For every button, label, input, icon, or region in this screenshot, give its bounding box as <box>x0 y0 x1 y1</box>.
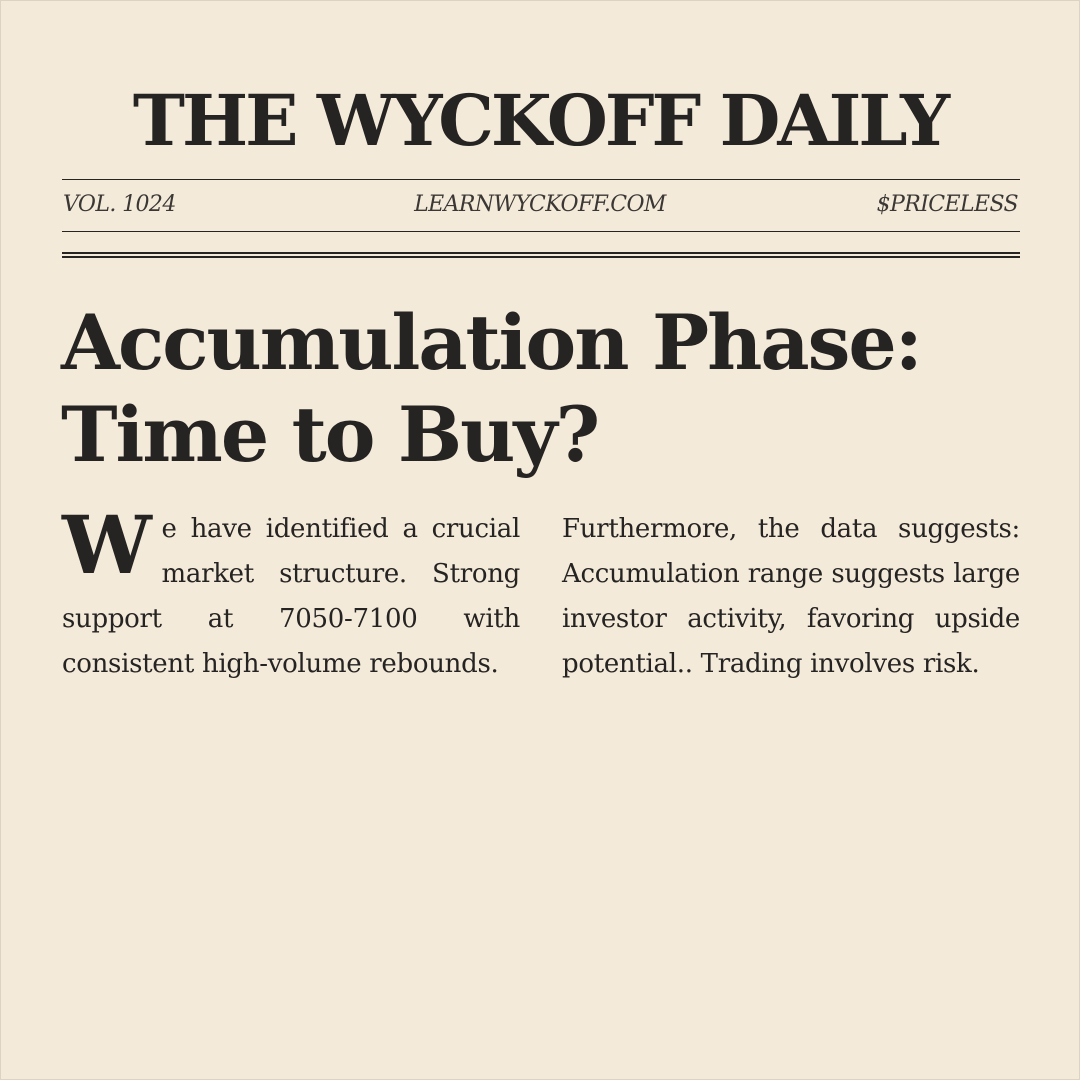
double-rule-lower <box>62 256 1020 258</box>
headline-line-2: Time to Buy? <box>61 390 599 479</box>
masthead-title: THE WYCKOFF DAILY <box>132 79 948 162</box>
price-label: $PRICELESS <box>876 192 1018 217</box>
double-rule-upper <box>62 252 1020 254</box>
site-label: LEARNWYCKOFF.COM <box>414 192 666 217</box>
right-column-text: Furthermore, the data suggests: Accumulation range suggests large investor activity, favoring upside potential.. Trading involves risk. <box>562 514 1020 679</box>
volume-label: VOL. 1024 <box>63 192 176 217</box>
masthead-bottom-rule <box>62 231 1020 232</box>
masthead-top-rule <box>62 179 1020 180</box>
left-column-text: e have identified a crucial market structure. Strong support at 7050-7100 with consistent high-volume rebounds. <box>62 514 520 679</box>
article-column-right <box>562 507 1020 687</box>
drop-cap: W <box>62 498 152 592</box>
headline-line-1: Accumulation Phase: <box>61 298 921 387</box>
article-headline <box>61 297 1041 481</box>
article-column-left <box>62 498 520 687</box>
